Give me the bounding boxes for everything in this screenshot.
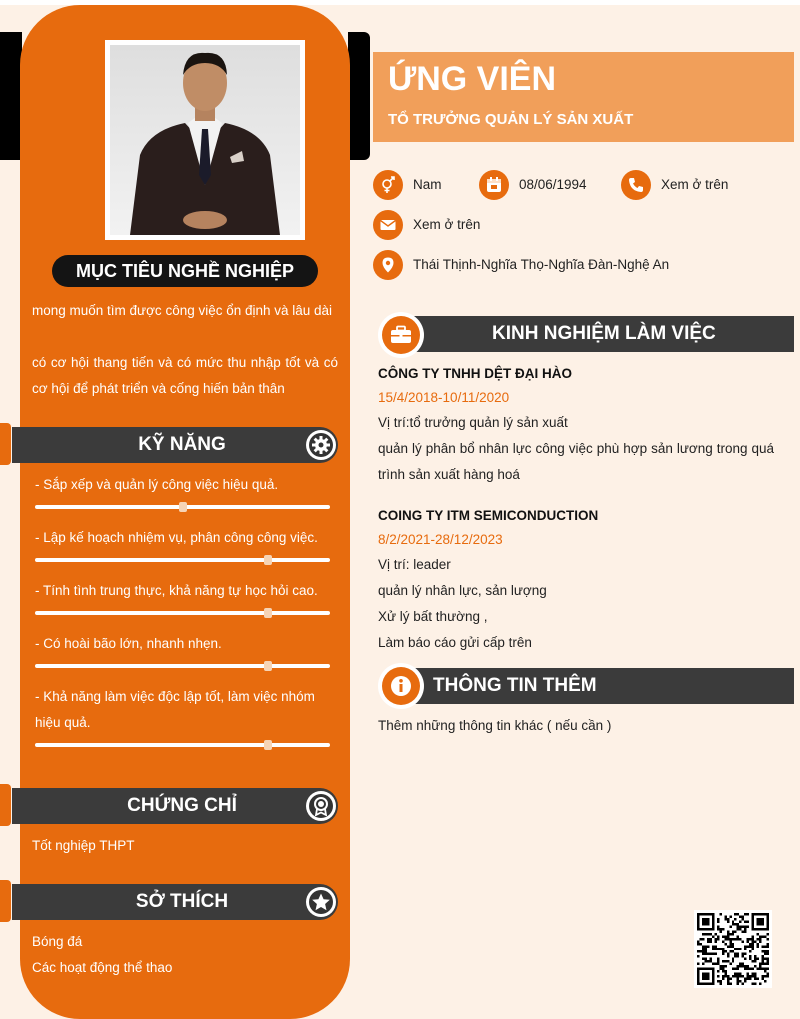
location-icon xyxy=(373,250,403,280)
skill-label: - Lập kế hoạch nhiệm vụ, phân công công việc. xyxy=(35,530,318,545)
skill-level-knob xyxy=(264,608,272,618)
job-company: CÔNG TY TNHH DỆT ĐẠI HÀO xyxy=(378,366,573,381)
hobby-item: Bóng đá xyxy=(32,934,83,949)
award-icon xyxy=(306,791,336,821)
gender-icon xyxy=(373,170,403,200)
star-icon xyxy=(306,887,336,917)
job-company: COING TY ITM SEMICONDUCTION xyxy=(378,508,599,523)
hobbies-header xyxy=(12,884,338,920)
job-detail: Vị trí:tổ trưởng quản lý sản xuất xyxy=(378,415,568,430)
skill-label: - Khả năng làm việc độc lập tốt, làm việc nhóm hiệu quả. xyxy=(35,689,315,730)
section-tab-marker xyxy=(0,423,11,465)
skill-level-knob xyxy=(264,661,272,671)
gender-value: Nam xyxy=(413,177,442,192)
section-tab-marker xyxy=(0,784,11,826)
gear-icon xyxy=(306,430,336,460)
certificate-item: Tốt nghiệp THPT xyxy=(32,838,135,853)
calendar-icon xyxy=(479,170,509,200)
decor-block-right xyxy=(348,32,370,160)
skill-bar xyxy=(35,611,330,615)
candidate-position: TỔ TRƯỞNG QUẢN LÝ SẢN XUẤT xyxy=(388,111,634,128)
info-icon xyxy=(378,663,424,709)
person-photo xyxy=(110,45,300,235)
qr-code xyxy=(694,910,772,988)
phone-value: Xem ở trên xyxy=(661,177,729,192)
experience-header xyxy=(400,316,794,352)
additional-title: THÔNG TIN THÊM xyxy=(433,675,597,696)
skill-label: - Có hoài bão lớn, nhanh nhẹn. xyxy=(35,636,222,651)
skill-label: - Sắp xếp và quản lý công việc hiệu quả. xyxy=(35,477,279,492)
skill-bar xyxy=(35,558,330,562)
skill-bar xyxy=(35,505,330,509)
job-detail: quản lý phân bổ nhân lực công việc phù hợp sản lương trong quá trình sản xuất hàng hoá xyxy=(378,441,774,482)
birthdate-value: 08/06/1994 xyxy=(519,177,587,192)
objective-line: mong muốn tìm được công việc ổn định và lâu dài xyxy=(32,303,333,318)
hobby-item: Các hoạt động thể thao xyxy=(32,960,173,975)
skill-bar xyxy=(35,664,330,668)
skill-level-knob xyxy=(264,740,272,750)
job-detail: Làm báo cáo gửi cấp trên xyxy=(378,635,532,650)
job-detail: Vị trí: leader xyxy=(378,557,451,572)
candidate-name: ỨNG VIÊN xyxy=(388,60,557,98)
avatar xyxy=(105,40,305,240)
job-detail: quản lý nhân lực, sản lượng xyxy=(378,583,547,598)
objective-line: có cơ hội thang tiến và có mức thu nhập tốt và có cơ hội để phát triển và cống hiến bản thân xyxy=(32,355,338,396)
skill-label: - Tính tình trung thực, khả năng tự học hỏi cao. xyxy=(35,583,318,598)
email-icon xyxy=(373,210,403,240)
address-value: Thái Thịnh-Nghĩa Thọ-Nghĩa Đàn-Nghệ An xyxy=(413,257,670,272)
skills-title: KỸ NĂNG xyxy=(138,434,226,455)
job-detail: Xử lý bất thường , xyxy=(378,609,488,624)
sidebar xyxy=(20,5,350,1019)
experience-title: KINH NGHIỆM LÀM VIỆC xyxy=(492,323,716,344)
objective-title: MỤC TIÊU NGHỀ NGHIỆP xyxy=(52,255,318,287)
phone-icon xyxy=(621,170,651,200)
certificates-header xyxy=(12,788,338,824)
job-period: 8/2/2021-28/12/2023 xyxy=(378,532,503,547)
skills-header xyxy=(12,427,338,463)
decor-block-left xyxy=(0,32,22,160)
certificates-title: CHỨNG CHỈ xyxy=(127,795,237,816)
skill-bar xyxy=(35,743,330,747)
briefcase-icon xyxy=(378,312,424,358)
additional-header xyxy=(400,668,794,704)
skill-level-knob xyxy=(179,502,187,512)
job-period: 15/4/2018-10/11/2020 xyxy=(378,390,510,405)
skill-level-knob xyxy=(264,555,272,565)
hobbies-title: SỞ THÍCH xyxy=(135,891,229,912)
email-value: Xem ở trên xyxy=(413,217,481,232)
additional-text: Thêm những thông tin khác ( nếu cần ) xyxy=(378,718,612,733)
section-tab-marker xyxy=(0,880,11,922)
